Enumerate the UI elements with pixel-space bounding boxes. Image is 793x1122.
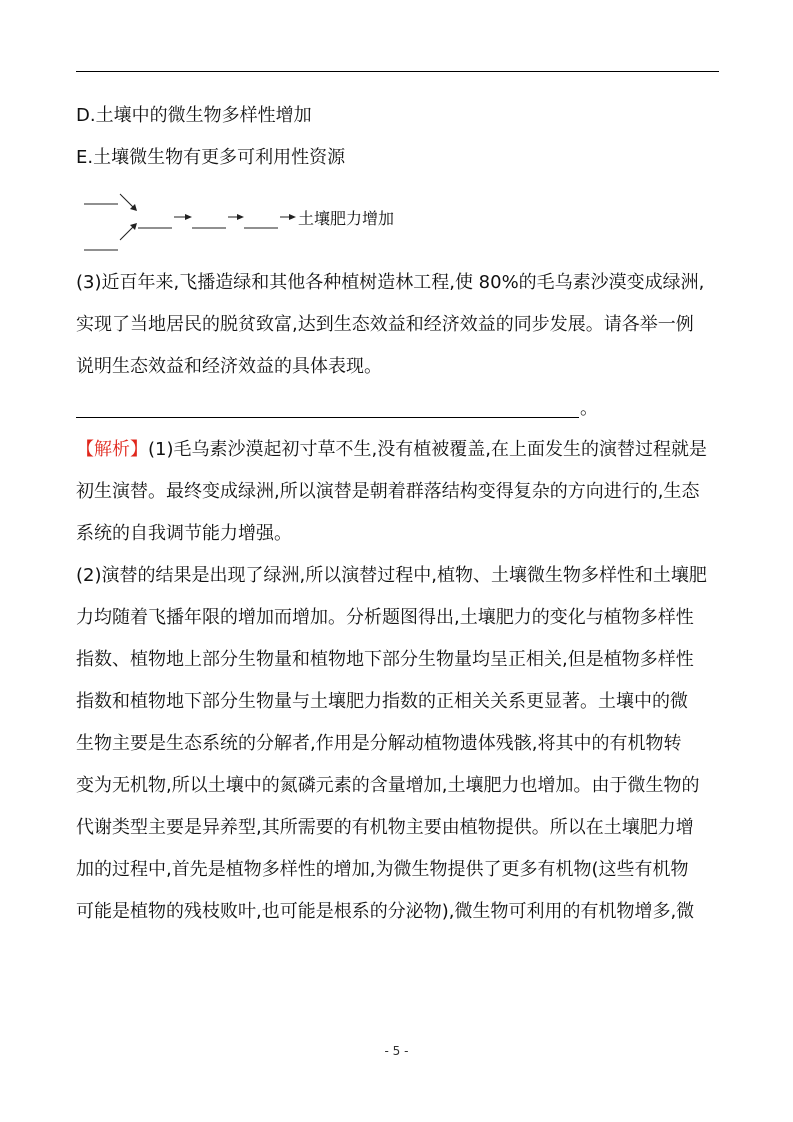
arrow-1-head [185, 214, 192, 220]
analysis-p2-line-4: 指数和植物地下部分生物量与土壤肥力指数的正相关关系更显著。土壤中的微 [76, 691, 688, 712]
analysis-p2-line-1: (2)演替的结果是出现了绿洲,所以演替过程中,植物、土壤微生物多样性和土壤肥 [76, 565, 707, 586]
analysis-p2-line-9: 可能是植物的残枝败叶,也可能是根系的分泌物),微生物可利用的有机物增多,微 [76, 901, 695, 922]
analysis-p2-line-2: 力均随着飞播年限的增加而增加。分析题图得出,土壤肥力的变化与植物多样性 [76, 607, 694, 628]
page-number: - 5 - [384, 1044, 409, 1058]
option-d: D.土壤中的微生物多样性增加 [76, 105, 312, 126]
arrow-3-head [289, 214, 296, 220]
analysis-line-2: 初生演替。最终变成绿洲,所以演替是朝着群落结构变得复杂的方向进行的,生态 [76, 481, 700, 502]
analysis-p1-first: (1)毛乌素沙漠起初寸草不生,没有植被覆盖,在上面发生的演替过程就是 [148, 439, 707, 460]
option-e: E.土壤微生物有更多可利用性资源 [76, 147, 346, 168]
analysis-p2-line-6: 变为无机物,所以土壤中的氮磷元素的含量增加,土壤肥力也增加。由于微生物的 [76, 775, 700, 796]
analysis-p2-line-8: 加的过程中,首先是植物多样性的增加,为微生物提供了更多有机物(这些有机物 [76, 859, 689, 880]
question3-line-2: 实现了当地居民的脱贫致富,达到生态效益和经济效益的同步发展。请各举一例 [76, 314, 694, 335]
analysis-p2-line-5: 生物主要是生态系统的分解者,作用是分解动植物遗体残骸,将其中的有机物转 [76, 733, 682, 754]
analysis-tag: 【解析】 [76, 439, 148, 460]
flow-end-label: 土壤肥力增加 [298, 209, 395, 228]
question3-line-1: (3)近百年来,飞播造绿和其他各种植树造林工程,使 80%的毛乌素沙漠变成绿洲, [76, 272, 705, 293]
answer-blank [76, 417, 579, 418]
answer-blank-period: 。 [580, 398, 598, 419]
arrow-2-head [237, 214, 244, 220]
question3-line-3: 说明生态效益和经济效益的具体表现。 [76, 356, 382, 377]
header-rule [76, 71, 719, 72]
analysis-line-1 [76, 440, 707, 460]
analysis-line-3: 系统的自我调节能力增强。 [76, 523, 292, 544]
analysis-p2-line-3: 指数、植物地上部分生物量和植物地下部分生物量均呈正相关,但是植物多样性 [76, 649, 694, 670]
analysis-p2-line-7: 代谢类型主要是异养型,其所需要的有机物主要由植物提供。所以在土壤肥力增 [76, 817, 694, 838]
